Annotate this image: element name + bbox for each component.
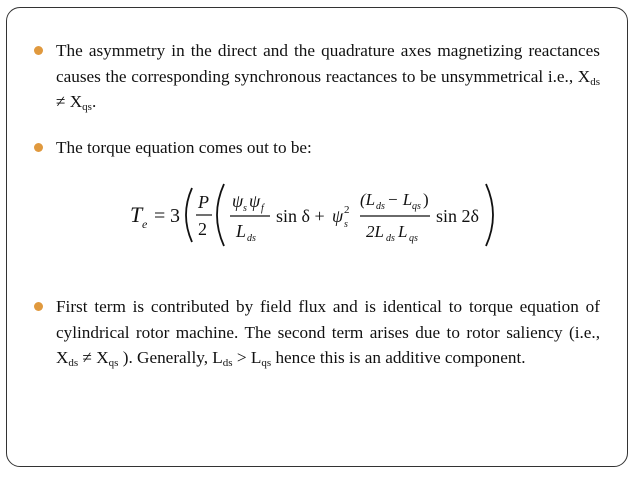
bullet-dot — [34, 46, 43, 55]
eq-frac1-num: P — [198, 192, 209, 212]
eq-equals: = — [154, 205, 166, 227]
bullet-first-term — [34, 294, 600, 371]
eq-psi-sub: s — [344, 219, 348, 230]
eq-frac3-num-sub2: qs — [412, 201, 421, 212]
eq-frac3-den-b: L — [398, 222, 408, 241]
eq-frac2-sub1: s — [243, 203, 247, 214]
eq-frac2-den: L — [236, 221, 247, 241]
eq-coef: 3 — [170, 205, 180, 227]
bullet-torque-intro — [34, 135, 600, 161]
bullet-dot — [34, 302, 43, 311]
bullet-text: First term is contributed by field flux and is identical to torque equation of cylindrical rotor machine. The second term arises due to rotor saliency (i.e., $X_{ds} \ne X_{qs}$ ). Generally, $L_{ds} > L_{qs}$ hence this is an additive component. — [56, 297, 600, 369]
eq-frac2-num: ψ — [232, 191, 244, 211]
eq-close-paren — [486, 184, 493, 246]
bullet-asymmetry — [34, 38, 600, 115]
torque-equation — [130, 180, 510, 250]
eq-frac2-den-sub: ds — [247, 233, 256, 244]
bullet-text: The torque equation comes out to be: — [56, 138, 312, 157]
eq-lhs-sub: e — [142, 217, 148, 231]
eq-frac3-num-end: ) — [423, 190, 429, 209]
eq-psi-sup: 2 — [344, 204, 350, 216]
eq-frac2-num-b: ψ — [249, 191, 261, 211]
eq-open-paren-2 — [217, 184, 224, 246]
eq-open-paren — [186, 188, 192, 242]
eq-frac3-den-sub2: qs — [409, 233, 418, 244]
eq-frac3-num-sub1: ds — [376, 201, 385, 212]
eq-frac3-num-mid: − L — [387, 190, 413, 209]
eq-frac1-den: 2 — [198, 219, 207, 239]
eq-frac3-num: (L — [360, 190, 376, 209]
bullet-text: The asymmetry in the direct and the quadrature axes magnetizing reactances causes the corresponding synchronous reactances to be unsymmetrical i.e., $X_{ds} \ne X_{qs}$. — [56, 41, 600, 113]
eq-sin1: sin δ + — [276, 206, 325, 226]
eq-frac3-den-sub1: ds — [386, 233, 395, 244]
eq-frac2-sub2: f — [261, 203, 264, 214]
bullet-dot — [34, 143, 43, 152]
eq-frac3-den: 2L — [366, 222, 384, 241]
eq-sin2: sin 2δ — [436, 206, 479, 226]
eq-psi: ψ — [332, 206, 344, 226]
eq-lhs: T — [130, 202, 143, 227]
